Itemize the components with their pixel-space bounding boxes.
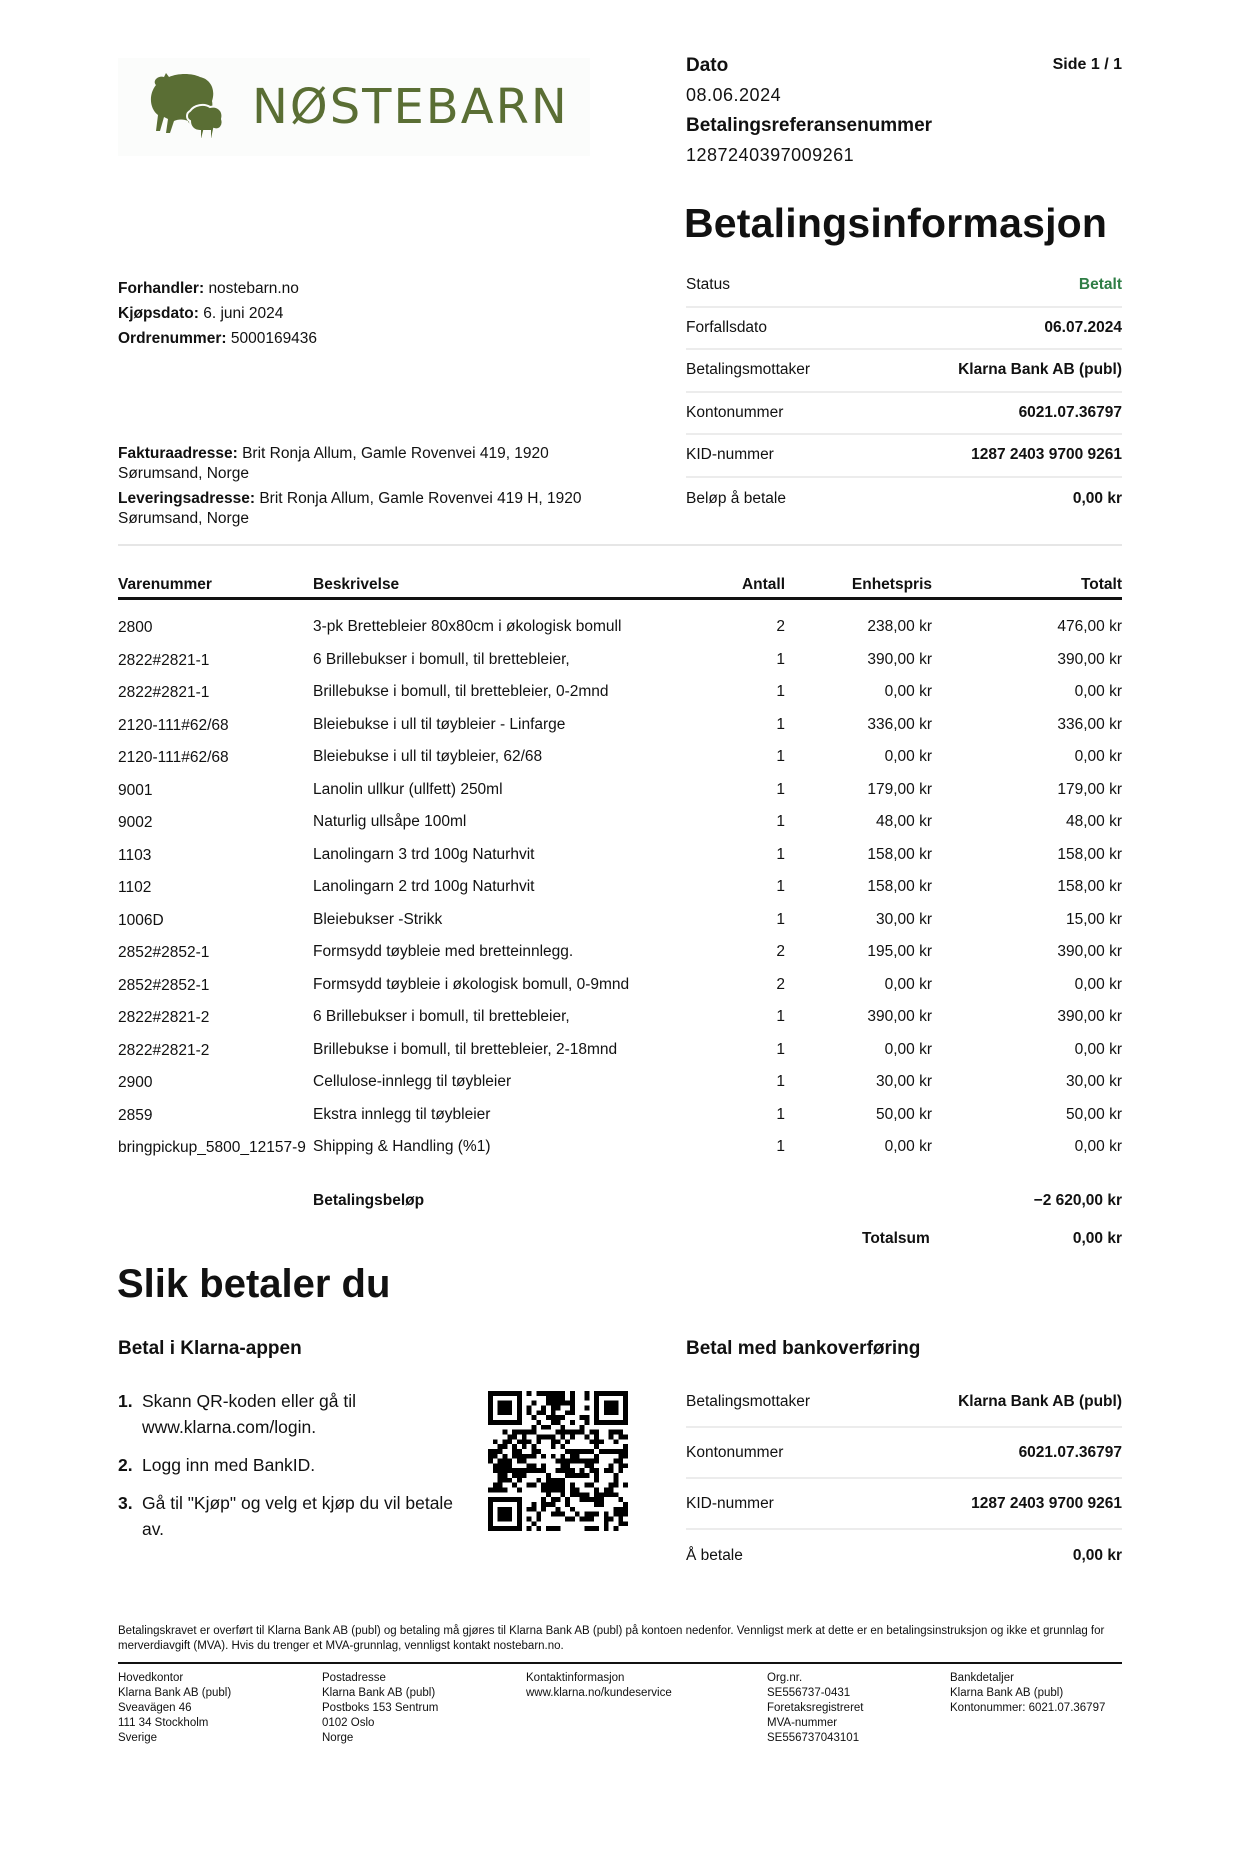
step-item xyxy=(118,1388,468,1440)
cell-total: 0,00 kr xyxy=(1074,975,1122,993)
cell-quantity: 1 xyxy=(776,1105,785,1123)
cell-item-number: 1102 xyxy=(118,879,152,896)
cell-description: 6 Brillebukser i bomull, til brettebleier, xyxy=(313,650,570,668)
info-label: Status xyxy=(686,276,730,294)
cell-item-number: 2822#2821-1 xyxy=(118,651,210,669)
info-value: 06.07.2024 xyxy=(1044,318,1122,336)
bank-row-recipient xyxy=(686,1377,1122,1428)
cell-unit-price: 158,00 kr xyxy=(867,845,932,863)
info-value: 6021.07.36797 xyxy=(1018,403,1122,421)
footer-line: Klarna Bank AB (publ) xyxy=(118,1687,232,1699)
footer-line: Foretaksregistreret xyxy=(767,1702,864,1714)
step-number: 1. xyxy=(118,1391,133,1411)
cell-item-number: 9001 xyxy=(118,781,153,799)
info-value: 0,00 kr xyxy=(1072,489,1122,507)
info-label: KID-nummer xyxy=(686,446,774,464)
table-row xyxy=(118,872,1122,905)
table-row xyxy=(118,710,1122,743)
cell-unit-price: 238,00 kr xyxy=(867,618,932,635)
cell-item-number: bringpickup_5800_12157-9 xyxy=(118,1139,306,1156)
payment-steps xyxy=(118,1388,468,1554)
footer-line: Norge xyxy=(322,1732,354,1744)
reference-label: Betalingsreferansenummer xyxy=(686,115,933,136)
footer-line: 111 34 Stockholm xyxy=(118,1717,209,1729)
billing-address-label: Fakturaadresse: xyxy=(118,445,238,462)
status-badge: Betalt xyxy=(1078,276,1122,294)
cell-total: 179,00 kr xyxy=(1057,780,1122,798)
cell-item-number: 9002 xyxy=(118,814,153,831)
payment-amount-label: Betalingsbeløp xyxy=(313,1192,425,1209)
table-row xyxy=(118,1100,1122,1133)
cell-quantity: 2 xyxy=(776,975,785,993)
cell-quantity: 1 xyxy=(776,910,785,928)
cell-total: 476,00 kr xyxy=(1057,618,1122,635)
footer-line: SE556737-0431 xyxy=(767,1687,851,1699)
order-number-line xyxy=(118,326,598,351)
column-header-unit-price: Enhetspris xyxy=(851,575,932,593)
cell-total: 0,00 kr xyxy=(1074,748,1122,765)
cell-description: Lanolin ullkur (ullfett) 250ml xyxy=(313,780,503,798)
purchase-date-label: Kjøpsdato: xyxy=(118,305,199,322)
cell-description: Brillebukse i bomull, til brettebleier, 0-2mnd xyxy=(313,683,609,700)
cell-item-number: 2822#2821-2 xyxy=(118,1009,210,1026)
table-row xyxy=(118,677,1122,710)
billing-address xyxy=(118,444,598,484)
cell-unit-price: 48,00 kr xyxy=(875,813,932,830)
cell-item-number: 2852#2852-1 xyxy=(118,944,210,961)
footer-line: Sveavägen 46 xyxy=(118,1702,192,1714)
page-title: Betalingsinformasjon xyxy=(684,200,1108,246)
total-row xyxy=(862,1230,1122,1248)
cell-total: 15,00 kr xyxy=(1065,910,1122,928)
cell-unit-price: 390,00 kr xyxy=(867,650,932,668)
cell-quantity: 1 xyxy=(776,1040,785,1058)
cell-total: 48,00 kr xyxy=(1065,813,1122,830)
table-row xyxy=(118,1067,1122,1100)
cell-quantity: 1 xyxy=(776,683,785,700)
footer-line: MVA-nummer xyxy=(767,1717,838,1729)
cell-unit-price: 50,00 kr xyxy=(875,1105,932,1123)
cell-description: Naturlig ullsåpe 100ml xyxy=(313,813,467,830)
cell-unit-price: 158,00 kr xyxy=(867,878,932,895)
bank-label: Kontonummer xyxy=(686,1443,784,1461)
footer-line: Klarna Bank AB (publ) xyxy=(950,1687,1064,1699)
how-to-pay-title: Slik betaler du xyxy=(117,1262,391,1306)
cell-item-number: 2120-111#62/68 xyxy=(118,716,229,734)
merchant-label: Forhandler: xyxy=(118,280,205,297)
cell-item-number: 2800 xyxy=(118,619,153,636)
cell-unit-price: 0,00 kr xyxy=(884,1138,932,1155)
cell-unit-price: 0,00 kr xyxy=(884,975,932,993)
bank-row-account xyxy=(686,1428,1122,1479)
order-number-value: 5000169436 xyxy=(230,330,318,347)
cell-quantity: 1 xyxy=(776,1008,785,1025)
cell-quantity: 1 xyxy=(776,715,785,733)
footer-col-head-office xyxy=(118,1671,231,1746)
footer-col-org xyxy=(767,1671,864,1746)
column-header-item-number: Varenummer xyxy=(118,576,212,593)
column-header-description: Beskrivelse xyxy=(313,575,400,593)
cell-quantity: 1 xyxy=(776,1138,785,1155)
info-row-account xyxy=(686,393,1122,436)
table-row xyxy=(118,1002,1122,1035)
payment-amount-row xyxy=(313,1192,1122,1210)
cell-description: Brillebukse i bomull, til brettebleier, 2-18mnd xyxy=(313,1040,618,1058)
info-row-kid xyxy=(686,435,1122,478)
info-value: Klarna Bank AB (publ) xyxy=(958,361,1122,379)
bank-transfer-list xyxy=(686,1377,1122,1581)
column-header-total: Totalt xyxy=(1080,575,1122,593)
cell-quantity: 1 xyxy=(776,1073,785,1090)
cell-unit-price: 195,00 kr xyxy=(867,943,932,960)
info-row-amount xyxy=(686,478,1122,521)
footer-col-contact xyxy=(526,1671,672,1701)
purchase-date-value: 6. juni 2024 xyxy=(203,305,284,322)
shipping-address xyxy=(118,489,598,529)
purchase-date-line xyxy=(118,301,598,326)
cell-description: 3-pk Brettebleier 80x80cm i økologisk bomull xyxy=(313,618,622,635)
footer-line: Postboks 153 Sentrum xyxy=(322,1702,439,1714)
cell-quantity: 1 xyxy=(776,878,785,895)
cell-unit-price: 0,00 kr xyxy=(884,683,932,700)
footer-line: Org.nr. xyxy=(767,1672,803,1684)
date-label: Dato xyxy=(686,55,729,76)
cell-description: Ekstra innlegg til tøybleier xyxy=(313,1105,491,1123)
step-text: Logg inn med BankID. xyxy=(142,1455,316,1475)
cell-quantity: 1 xyxy=(776,748,785,765)
cell-total: 50,00 kr xyxy=(1065,1105,1122,1123)
bank-transfer-title: Betal med bankoverføring xyxy=(686,1338,921,1359)
table-row xyxy=(118,905,1122,938)
cell-item-number: 2822#2821-2 xyxy=(118,1041,210,1059)
info-label: Beløp å betale xyxy=(686,489,786,507)
cell-total: 0,00 kr xyxy=(1074,683,1122,700)
app-pay-title: Betal i Klarna-appen xyxy=(118,1338,302,1359)
legal-notice: Betalingskravet er overført til Klarna Bank AB (publ) og betaling må gjøres til Klarna Bank AB (publ) på kontoen nedenfor. Vennligst merk at dette er en betalingsinstruksjon og ikke et grunnlag for merverdiavgift (MVA). Hvis du trenger et MVA-grunnlag, vennligst kontakt nostebarn.no. xyxy=(118,1625,1105,1652)
bank-value: 0,00 kr xyxy=(1072,1546,1122,1564)
date-value: 08.06.2024 xyxy=(686,85,782,105)
bank-value: Klarna Bank AB (publ) xyxy=(958,1392,1122,1410)
cell-description: Lanolingarn 2 trd 100g Naturhvit xyxy=(313,878,535,895)
section-divider xyxy=(118,544,1122,546)
total-value: 0,00 kr xyxy=(1072,1230,1122,1247)
cell-total: 390,00 kr xyxy=(1057,650,1122,668)
footer-line: Sverige xyxy=(118,1732,157,1744)
info-row-recipient xyxy=(686,350,1122,393)
cell-item-number: 1006D xyxy=(118,911,164,929)
total-label: Totalsum xyxy=(862,1230,930,1247)
cell-unit-price: 0,00 kr xyxy=(884,748,932,765)
merchant-value: nostebarn.no xyxy=(208,280,299,297)
cell-total: 0,00 kr xyxy=(1074,1138,1122,1155)
table-row xyxy=(118,742,1122,775)
shipping-address-value: Brit Ronja Allum, Gamle Rovenvei 419 H, 1920 Sørumsand, Norge xyxy=(118,490,582,527)
cell-item-number: 2822#2821-1 xyxy=(118,684,210,701)
sheep-icon xyxy=(148,71,238,143)
order-details xyxy=(118,276,598,534)
cell-unit-price: 336,00 kr xyxy=(867,715,932,733)
qr-code[interactable] xyxy=(488,1391,628,1531)
step-number: 3. xyxy=(118,1493,133,1513)
bank-row-amount xyxy=(686,1530,1122,1581)
cell-quantity: 2 xyxy=(776,943,785,960)
cell-quantity: 1 xyxy=(776,813,785,830)
cell-description: Formsydd tøybleie i økologisk bomull, 0-9mnd xyxy=(313,975,630,993)
cell-total: 390,00 kr xyxy=(1057,943,1122,960)
bank-label: Betalingsmottaker xyxy=(686,1392,811,1410)
payment-info-list xyxy=(686,265,1122,520)
cell-total: 158,00 kr xyxy=(1057,845,1122,863)
table-row xyxy=(118,1035,1122,1068)
cell-quantity: 1 xyxy=(776,845,785,863)
cell-description: Bleiebukser -Strikk xyxy=(313,910,443,928)
info-label: Kontonummer xyxy=(686,403,784,421)
cell-unit-price: 30,00 kr xyxy=(875,1073,932,1090)
cell-total: 158,00 kr xyxy=(1057,878,1122,895)
cell-item-number: 2900 xyxy=(118,1074,153,1091)
table-row xyxy=(118,970,1122,1003)
logo-wordmark: NØSTEBARN xyxy=(252,79,569,135)
table-body xyxy=(118,600,1122,1165)
cell-description: Cellulose-innlegg til tøybleier xyxy=(313,1073,512,1090)
cell-item-number: 2852#2852-1 xyxy=(118,976,210,994)
cell-quantity: 1 xyxy=(776,780,785,798)
info-row-status xyxy=(686,265,1122,308)
cell-total: 30,00 kr xyxy=(1065,1073,1122,1090)
cell-unit-price: 30,00 kr xyxy=(875,910,932,928)
cell-unit-price: 390,00 kr xyxy=(867,1008,932,1025)
bank-label: KID-nummer xyxy=(686,1494,774,1512)
column-header-quantity: Antall xyxy=(741,575,785,593)
cell-total: 390,00 kr xyxy=(1057,1008,1122,1025)
info-value: 1287 2403 9700 9261 xyxy=(971,446,1122,464)
footer-col-postal xyxy=(322,1671,438,1746)
cell-description: Lanolingarn 3 trd 100g Naturhvit xyxy=(313,845,535,863)
cell-item-number: 1103 xyxy=(118,846,152,864)
bank-label: Å betale xyxy=(686,1546,743,1564)
footer-line: Hovedkontor xyxy=(118,1672,184,1684)
page-indicator: Side 1 / 1 xyxy=(1052,56,1122,73)
cell-unit-price: 0,00 kr xyxy=(884,1040,932,1058)
cell-quantity: 2 xyxy=(776,618,785,635)
qr-code-icon xyxy=(488,1391,628,1531)
step-item xyxy=(118,1490,468,1542)
step-number: 2. xyxy=(118,1455,133,1475)
table-row xyxy=(118,775,1122,808)
info-label: Forfallsdato xyxy=(686,318,767,336)
info-row-due-date xyxy=(686,308,1122,351)
order-number-label: Ordrenummer: xyxy=(118,330,227,347)
info-label: Betalingsmottaker xyxy=(686,361,811,379)
bank-value: 1287 2403 9700 9261 xyxy=(971,1494,1122,1512)
table-row xyxy=(118,1132,1122,1165)
merchant-line xyxy=(118,276,598,301)
footer-line: SE556737043101 xyxy=(767,1732,860,1744)
footer-divider xyxy=(118,1662,1122,1664)
cell-quantity: 1 xyxy=(776,650,785,668)
cell-unit-price: 179,00 kr xyxy=(867,780,932,798)
shipping-address-label: Leveringsadresse: xyxy=(118,490,255,507)
table-row xyxy=(118,807,1122,840)
footer-line: Kontaktinformasjon xyxy=(526,1672,625,1684)
footer-col-bank xyxy=(950,1671,1105,1716)
table-row xyxy=(118,612,1122,645)
reference-value: 1287240397009261 xyxy=(686,145,855,165)
step-item xyxy=(118,1452,468,1478)
footer-link[interactable]: www.klarna.no/kundeservice xyxy=(526,1687,672,1699)
step-text: Skann QR-koden eller gå til www.klarna.com/login. xyxy=(142,1391,356,1437)
table-row xyxy=(118,645,1122,678)
footer-line: 0102 Oslo xyxy=(322,1717,375,1729)
bank-value: 6021.07.36797 xyxy=(1018,1443,1122,1461)
table-row xyxy=(118,840,1122,873)
cell-description: Shipping & Handling (%1) xyxy=(313,1138,491,1155)
table-header xyxy=(118,572,1122,600)
bank-row-kid xyxy=(686,1479,1122,1530)
footer-line: Postadresse xyxy=(322,1672,386,1684)
merchant-logo xyxy=(118,58,590,156)
step-text: Gå til "Kjøp" og velg et kjøp du vil betale av. xyxy=(142,1493,454,1539)
cell-description: Bleiebukse i ull til tøybleier - Linfarge xyxy=(313,715,566,733)
payment-amount-value: −2 620,00 kr xyxy=(1033,1192,1122,1209)
cell-description: Bleiebukse i ull til tøybleier, 62/68 xyxy=(313,748,543,765)
table-row xyxy=(118,937,1122,970)
cell-description: 6 Brillebukser i bomull, til brettebleier, xyxy=(313,1008,570,1025)
billing-address-value: Brit Ronja Allum, Gamle Rovenvei 419, 1920 Sørumsand, Norge xyxy=(118,445,549,482)
footer-line: Bankdetaljer xyxy=(950,1672,1014,1684)
footer-line: Klarna Bank AB (publ) xyxy=(322,1687,436,1699)
cell-total: 0,00 kr xyxy=(1074,1040,1122,1058)
cell-total: 336,00 kr xyxy=(1057,715,1122,733)
cell-item-number: 2859 xyxy=(118,1106,153,1124)
cell-item-number: 2120-111#62/68 xyxy=(118,749,229,766)
footer-line: Kontonummer: 6021.07.36797 xyxy=(950,1702,1106,1714)
items-table xyxy=(118,572,1122,1165)
cell-description: Formsydd tøybleie med bretteinnlegg. xyxy=(313,943,574,960)
